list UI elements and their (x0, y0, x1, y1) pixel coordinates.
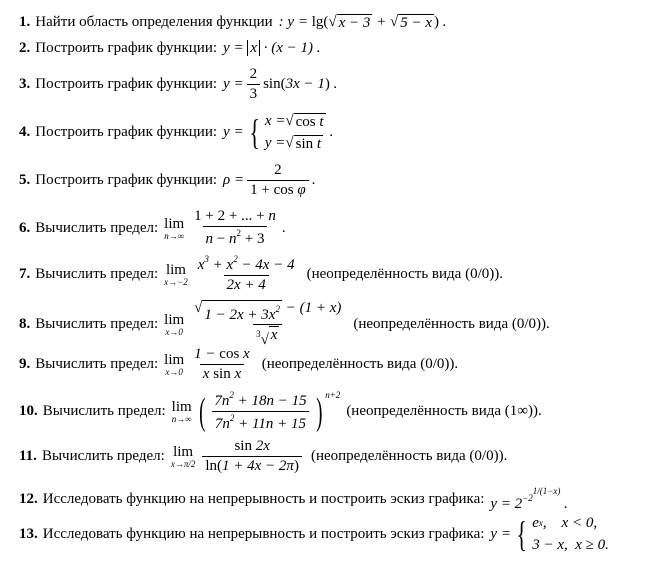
problem-text: Вычислить предел: (42, 403, 166, 419)
fraction: √ $1 - 2x + 3x^2$ − (1 + x) $^3$√ x (194, 300, 342, 348)
brace: { (516, 514, 527, 554)
problem-note: (неопределённость вида (1∞)). (346, 403, 542, 419)
problem-number: 3. (19, 76, 31, 92)
problem-1 (19, 14, 447, 31)
problem-4 (19, 110, 333, 154)
problem-text: Построить график функции: (35, 123, 218, 140)
formula: y = (490, 525, 511, 542)
limit: lim n→∞ (171, 399, 192, 424)
problem-9 (19, 346, 458, 383)
problem-11 (19, 438, 507, 475)
right-paren: ) (315, 390, 323, 433)
problem-text: Построить график функции: (35, 172, 218, 188)
problem-text: Построить график функции: (35, 76, 218, 92)
period: . (325, 123, 334, 140)
problem-10 (19, 390, 542, 433)
fraction: $\frac{1 + 2 + ... + n}{n - n^2 + 3}$ (194, 208, 276, 247)
limit: lim n→∞ (164, 215, 185, 241)
problem-note: (неопределённость вида (0/0)). (306, 265, 503, 282)
problem-6: 6. Вычислить предел: lim n→∞ $\frac{1 + 2 + ... + n}{n - n^2 + 3}$ . (19, 208, 286, 247)
problem-text: Вычислить предел: (35, 316, 159, 332)
problem-number: 6. (19, 219, 31, 236)
problem-number: 1. (19, 14, 31, 30)
limit: lim x→0 (164, 352, 185, 377)
problem-8 (19, 300, 550, 349)
problem-note: (неопределённость вида (0/0)). (261, 356, 459, 372)
fraction: $\frac{x^3 + x^2 - 4x - 4}{2x + 4}$ (197, 254, 295, 293)
problem-7 (19, 254, 503, 294)
problem-text: Вычислить предел: (35, 219, 159, 236)
problem-text: Исследовать функцию на непрерывность и построить эскиз графика: (42, 491, 485, 507)
problem-text: Найти область определения функции (35, 14, 273, 30)
problem-3 (19, 66, 337, 103)
problem-text: Вычислить предел: (41, 448, 165, 464)
problem-number: 7. (19, 265, 31, 282)
limit: lim x→0 (164, 312, 185, 337)
formula: y = (223, 123, 244, 140)
fraction: $\frac{2}{3}$ (247, 66, 261, 103)
problem-text: Исследовать функцию на непрерывность и построить эскиз графика: (42, 525, 485, 542)
system: x = √ cos t y = √ sin t (264, 112, 324, 152)
problem-text: Вычислить предел: (35, 265, 159, 282)
problem-5: 5. Построить график функции: ρ = $\frac{2}{\text{1 + cos φ}}$ . (19, 162, 316, 198)
limit: lim x→π/2 (170, 444, 196, 469)
problem-number: 4. (19, 123, 31, 140)
fraction: $\frac{\sin 2x}{\ln(1 + 4x - 2\pi)}$ (202, 438, 302, 475)
formula: ρ = (223, 172, 245, 188)
problem-number: 5. (19, 172, 31, 188)
problem-note: (неопределённость вида (0/0)). (353, 316, 550, 332)
problem-number: 10. (19, 403, 38, 419)
problem-number: 12. (19, 491, 38, 507)
formula: : y = lg( √ x − 3 + √ 5 − x ) . (278, 14, 447, 31)
problem-text: Построить график функции: (35, 40, 218, 56)
formula: $y = 2^{-2^{1/(1-x)}}$ . (490, 486, 568, 512)
formula: sin(3x − 1) . (263, 76, 338, 92)
fraction: $\frac{2}{\text{1 + cos φ}}$ (247, 162, 309, 199)
fraction: $\frac{\text{1 − cos x}}{\text{x sin x}}$ (194, 346, 250, 382)
problem-number: 11. (19, 448, 37, 464)
formula: y = (223, 76, 244, 92)
problem-number: 13. (19, 525, 38, 542)
problem-12 (19, 486, 568, 513)
system: e x , x < 0, 3 − x, x ≥ 0. (532, 514, 609, 553)
problem-text: Вычислить предел: (35, 356, 159, 372)
problem-note: (неопределённость вида (0/0)). (310, 448, 508, 464)
exponent: n+2 (325, 390, 341, 400)
formula: y = x · (x − 1) . (223, 40, 321, 56)
problem-2 (19, 40, 321, 57)
problem-number: 8. (19, 316, 31, 332)
problem-number: 2. (19, 40, 31, 56)
left-paren: ( (198, 390, 206, 433)
problem-13 (19, 512, 609, 556)
problem-number: 9. (19, 356, 31, 372)
brace: { (249, 112, 260, 152)
fraction: $\frac{7n^2 + 18n - 15}{7n^2 + 11n + 15}$ (211, 390, 309, 433)
limit: lim x→−2 (164, 261, 188, 287)
